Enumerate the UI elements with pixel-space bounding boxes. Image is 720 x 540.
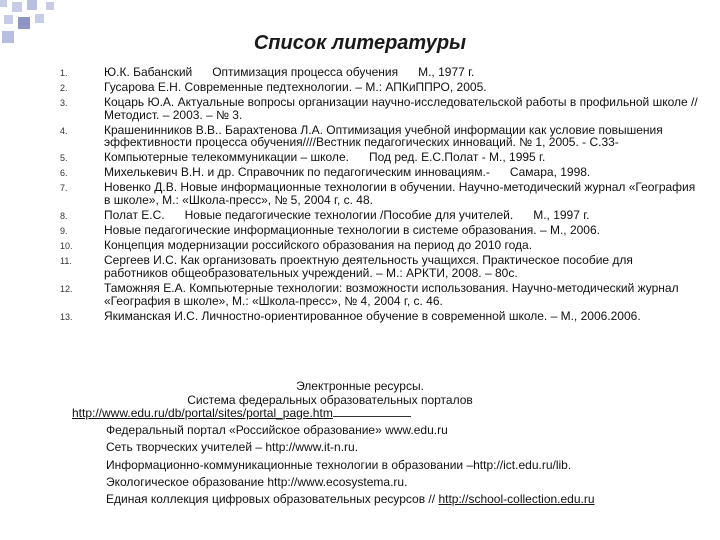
item-text: Ю.К. Бабанский Оптимизация процесса обучения М., 1977 г. bbox=[104, 65, 475, 79]
deco-square bbox=[0, 0, 7, 7]
item-number: 12. bbox=[60, 283, 73, 294]
resource-line-prefix: Единая коллекция цифровых образовательных ресурсов // bbox=[106, 491, 439, 506]
deco-square bbox=[46, 2, 54, 10]
school-collection-link[interactable]: http://school-collection.edu.ru bbox=[438, 491, 595, 506]
deco-square bbox=[12, 2, 22, 12]
bibliography-item bbox=[60, 282, 700, 307]
bibliography-item bbox=[60, 181, 700, 206]
item-text: Михелькевич В.Н. и др. Справочник по педагогическим инновациям.- Самара, 1998. bbox=[104, 165, 591, 180]
deco-square bbox=[18, 17, 30, 29]
item-text: Новенко Д.В. Новые информационные технологии в обучении. Научно-методический журнал «География в школе», М.: «Школа-пресс», № 5, 2004 г, с. 48. bbox=[104, 180, 699, 208]
item-number: 3. bbox=[60, 98, 68, 108]
item-text: Компьютерные телекоммуникации – школе. Под ред. Е.С.Полат - М., 1995 г. bbox=[104, 150, 546, 165]
item-number: 6. bbox=[60, 168, 68, 179]
bibliography-item bbox=[60, 310, 700, 323]
item-number: 4. bbox=[60, 125, 68, 136]
item-number: 7. bbox=[60, 183, 68, 194]
resource-line: Информационно-коммуникационные технологии в образовании –http://ict.edu.ru/lib. bbox=[106, 457, 572, 472]
resource-line: Федеральный портал «Российское образование» www.edu.ru bbox=[106, 423, 448, 438]
underline-rule bbox=[333, 416, 411, 417]
bibliography-item bbox=[60, 254, 700, 279]
bibliography-item bbox=[60, 81, 700, 94]
bibliography-item bbox=[60, 124, 700, 149]
item-number: 10. bbox=[60, 241, 73, 252]
item-text: Сергеев И.С. Как организовать проектную деятельность учащихся. Практическое пособие для работников общеобразовательных учреждений. – М.: АРКТИ, 2008. – 80с. bbox=[104, 253, 637, 280]
item-number: 5. bbox=[60, 153, 68, 164]
bibliography-item bbox=[60, 209, 700, 222]
bibliography-item bbox=[60, 239, 700, 252]
item-text: Коцарь Ю.А. Актуальные вопросы организации научно-исследовательской работы в профильной школе // Методист. – 2003. – № 3. bbox=[104, 95, 702, 122]
item-text: Полат Е.С. Новые педагогические технологии /Пособие для учителей. М., 1997 г. bbox=[104, 208, 590, 223]
item-number: 2. bbox=[60, 83, 68, 93]
item-text: Якиманская И.С. Личностно-ориентированное обучение в современной школе. – М., 2006.2006. bbox=[104, 308, 641, 323]
item-text: Таможняя Е.А. Компьютерные технологии: возможности использования. Научно-методический журнал «География в школе», М.: «Школа-пресс», № 4, 2004 г, с. 46. bbox=[104, 280, 682, 308]
page-title: Список литературы bbox=[253, 32, 467, 54]
item-number: 11. bbox=[60, 256, 72, 267]
item-text: Концепция модернизации российского образования на период до 2010 года. bbox=[104, 238, 533, 253]
portal-system-title: Система федеральных образовательных порталов bbox=[187, 393, 473, 408]
resource-line-collection bbox=[0, 493, 720, 506]
item-text: Крашенинников В.В.. Барахтенова Л.А. Оптимизация учебной информации как условие повышения эффективности процесса обучения////Вестник педагогических инноваций. № 1, 2005. - С.33- bbox=[104, 122, 667, 150]
bibliography-item bbox=[60, 66, 700, 79]
item-text: Гусарова Е.Н. Современные педтехнологии. – М.: АПКиППРО, 2005. bbox=[104, 80, 487, 94]
bibliography-list bbox=[60, 66, 700, 325]
bibliography-item bbox=[60, 224, 700, 237]
portal-url-link[interactable]: http://www.edu.ru/db/portal/sites/portal_page.htm bbox=[72, 405, 333, 420]
bibliography-item bbox=[60, 96, 700, 121]
electronic-heading: Электронные ресурсы. bbox=[296, 379, 424, 393]
resource-line: Сеть творческих учителей – http://www.it-n.ru. bbox=[106, 440, 359, 455]
bibliography-item bbox=[60, 166, 700, 179]
item-number: 8. bbox=[60, 211, 68, 222]
resource-line: Экологическое образование http://www.ecosystema.ru. bbox=[106, 474, 408, 489]
item-number: 9. bbox=[60, 226, 68, 237]
item-number: 13. bbox=[60, 311, 73, 322]
item-text: Новые педагогические информационные технологии в системе образования. – М., 2006. bbox=[104, 223, 600, 238]
deco-square bbox=[35, 14, 44, 23]
item-number: 1. bbox=[60, 68, 68, 78]
portal-url-line bbox=[0, 407, 720, 420]
electronic-resources bbox=[0, 380, 720, 510]
deco-square bbox=[4, 15, 13, 24]
deco-square bbox=[27, 0, 37, 10]
bibliography-item bbox=[60, 151, 700, 164]
